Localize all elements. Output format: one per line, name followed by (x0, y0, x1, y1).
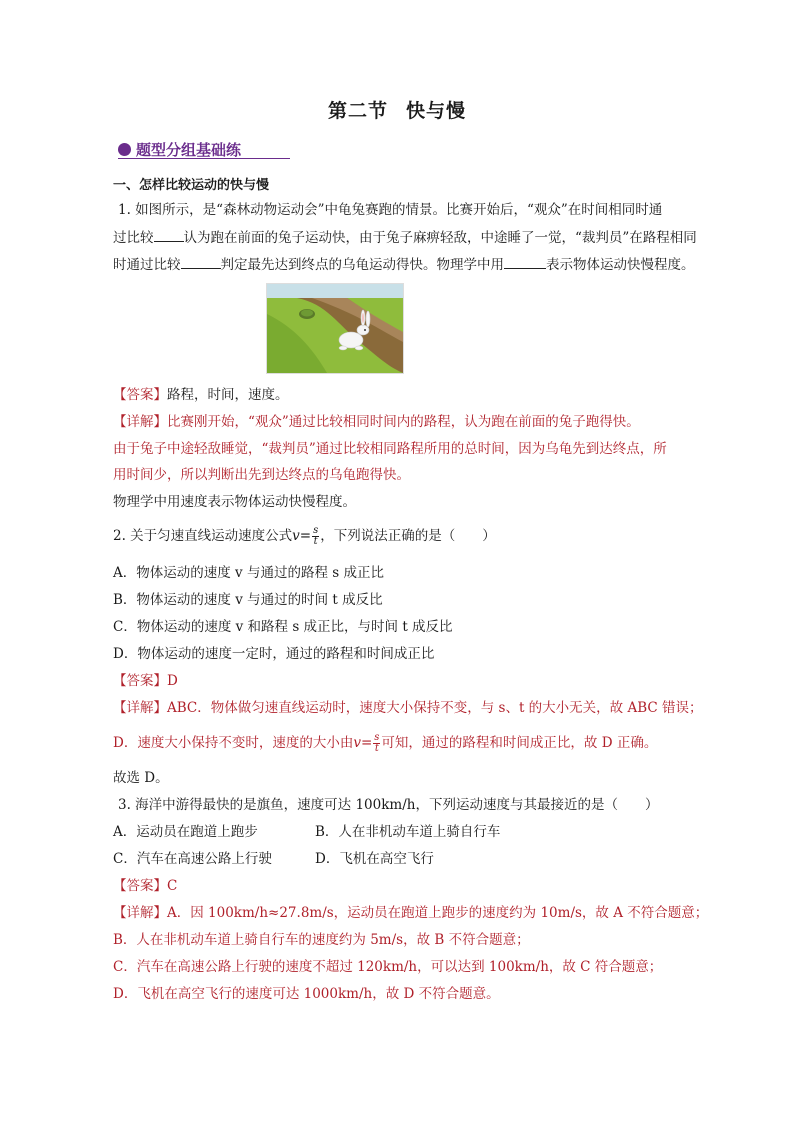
answer-tag: 【答案】 (113, 387, 167, 403)
q1-line1: 1. 如图所示，是“森林动物运动会”中龟兔赛跑的情景。比赛开始后，“观众”在时间相同时通 (118, 202, 663, 218)
q1-blank-2[interactable] (181, 254, 221, 269)
section-tag (118, 138, 241, 160)
answer-tag: 【答案】 (113, 878, 167, 894)
q1-answer-text: 路程，时间，速度。 (167, 387, 289, 403)
detail-tag: 【详解】 (113, 414, 167, 430)
subheading: 一、怎样比较运动的快与慢 (113, 178, 270, 193)
q3-option-c: C．汽车在高速公路上行驶 (113, 851, 272, 867)
q2-option-a: A．物体运动的速度 v 与通过的路程 s 成正比 (113, 565, 384, 581)
q1-blank-1[interactable] (154, 227, 184, 242)
q3-stem: 3. 海洋中游得最快的是旗鱼，速度可达 100km/h，下列运动速度与其最接近的是（ ） (118, 797, 659, 813)
q3-option-a: A．运动员在跑道上跑步 (113, 824, 258, 840)
detail-tag: 【详解】 (113, 905, 167, 921)
q1-line3: 时通过比较 判定最先达到终点的乌龟运动得快。物理学中用 表示物体运动快慢程度。 (113, 254, 695, 275)
q2-option-b: B．物体运动的速度 v 与通过的时间 t 成反比 (113, 592, 383, 608)
title-topic: 快与慢 (406, 100, 467, 122)
q3-detail1: 【详解】A．因 100km/h≈27.8m/s，运动员在跑道上跑步的速度约为 10m/s，故 A 不符合题意； (113, 905, 709, 921)
q1-detail4: 物理学中用速度表示物体运动快慢程度。 (113, 494, 356, 510)
section-underline (118, 158, 290, 159)
page-title (0, 96, 794, 123)
section-tag-label: 题型分组基础练 (136, 140, 242, 159)
q2-detail1: 【详解】ABC．物体做匀速直线运动时，速度大小保持不变，与 s、t 的大小无关，故 ABC 错误； (113, 700, 703, 716)
answer-tag: 【答案】 (113, 673, 167, 689)
q1-detail3: 用时间少，所以判断出先到达终点的乌龟跑得快。 (113, 467, 410, 483)
q2-stem: 2. 关于匀速直线运动速度公式v= $\frac{s}{t}$ ，下列说法正确的是（ ） (113, 525, 496, 547)
q2-formula-fraction: $\frac{s}{t}$ (313, 525, 319, 547)
race-scene-icon (267, 284, 403, 373)
q3-detail4: D．飞机在高空飞行的速度可达 1000km/h，故 D 不符合题意。 (113, 986, 500, 1002)
q1-line2: 过比较 认为跑在前面的兔子运动快，由于兔子麻痹轻敌，中途睡了一觉，“裁判员”在路程相同 (113, 227, 697, 248)
q3-option-b: B．人在非机动车道上骑自行车 (315, 824, 501, 840)
q3-detail3: C．汽车在高速公路上行驶的速度不超过 120km/h，可以达到 100km/h，故 C 符合题意； (113, 959, 663, 975)
q1-detail1: 【详解】比赛刚开始，“观众”通过比较相同时间内的路程，认为跑在前面的兔子跑得快。 (113, 414, 640, 430)
q1-detail2: 由于兔子中途轻敌睡觉，“裁判员”通过比较相同路程所用的总时间，因为乌龟先到达终点，所 (113, 441, 667, 457)
q2-conclusion: 故选 D。 (113, 770, 169, 786)
title-section-number: 第二节 (327, 100, 388, 122)
tortoise-hare-illustration (266, 283, 404, 374)
q3-answer-text: C (167, 878, 178, 894)
detail-tag: 【详解】 (113, 700, 167, 716)
q2-answer (113, 671, 178, 691)
q3-detail2: B．人在非机动车道上骑自行车的速度约为 5m/s，故 B 不符合题意； (113, 932, 530, 948)
q2-answer-text: D (167, 673, 178, 689)
bullet-dot-icon (118, 143, 131, 156)
q2-detail2: D．速度大小保持不变时，速度的大小由v= $\frac{s}{t}$ 可知，通过的路程和时间成正比，故 D 正确。 (113, 732, 658, 754)
q3-answer (113, 876, 177, 896)
q2-option-c: C．物体运动的速度 v 和路程 s 成正比，与时间 t 成反比 (113, 619, 453, 635)
q2-option-d: D．物体运动的速度一定时，通过的路程和时间成正比 (113, 646, 435, 662)
q1-answer (113, 385, 289, 405)
q2-detail-formula-fraction: $\frac{s}{t}$ (374, 732, 380, 754)
q1-blank-3[interactable] (504, 254, 546, 269)
q3-option-d: D．飞机在高空飞行 (315, 851, 434, 867)
